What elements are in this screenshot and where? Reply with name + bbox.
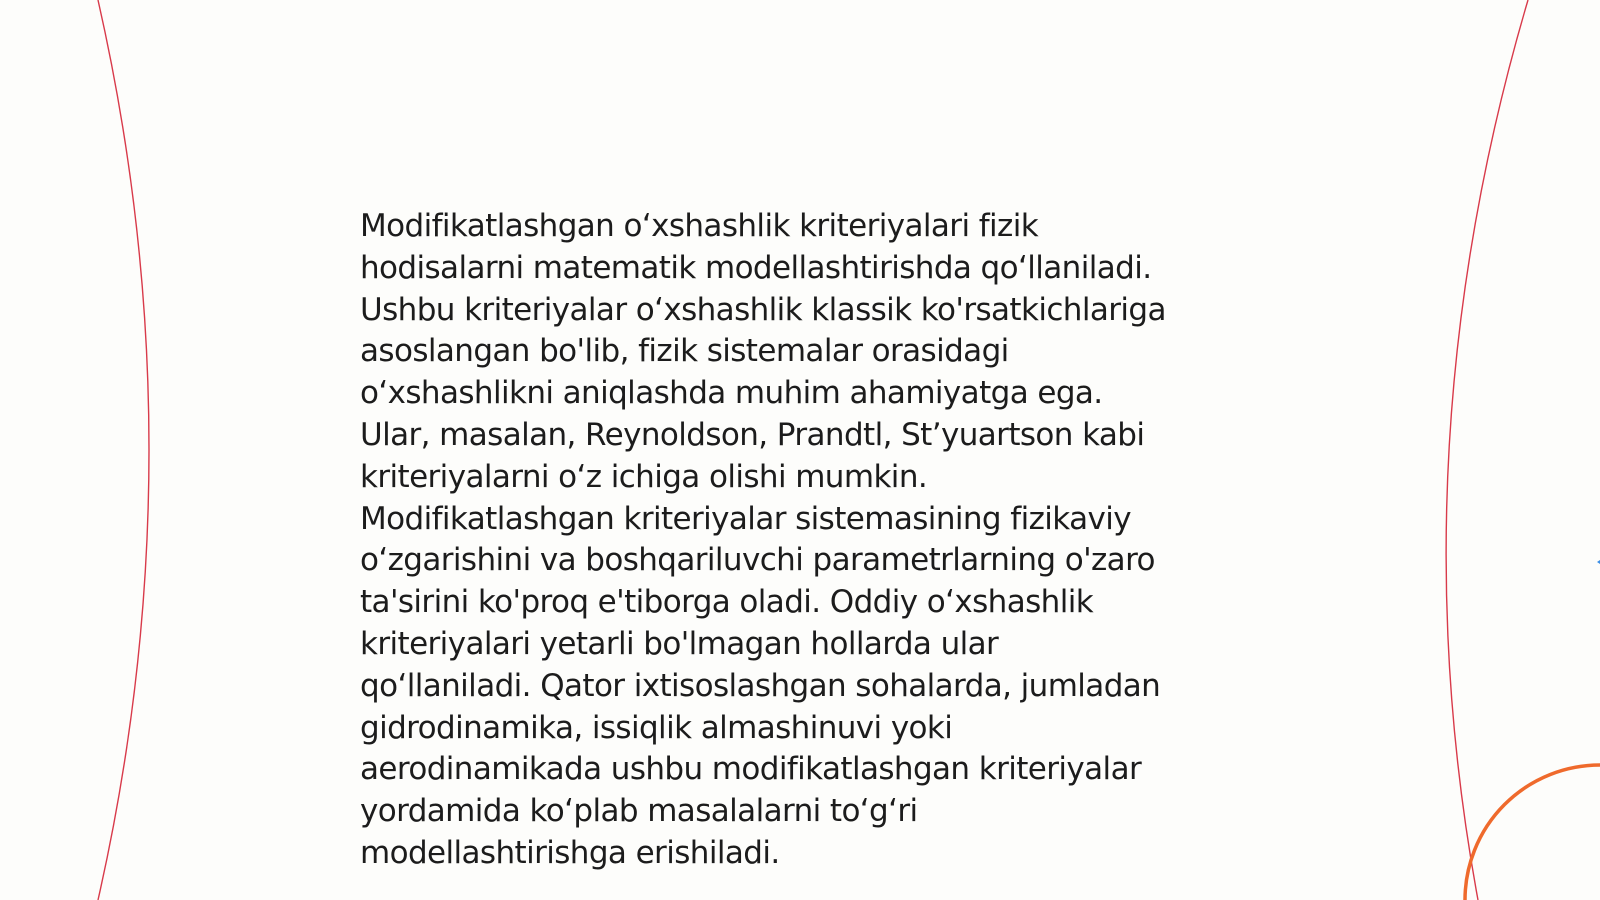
- body-text: [360, 206, 1240, 875]
- text-line: qo‘llaniladi. Qator ixtisoslashgan sohalarda, jumladan: [360, 667, 1161, 704]
- text-line: asoslangan bo'lib, fizik sistemalar orasidagi: [360, 333, 1009, 370]
- text-line: o‘zgarishini va boshqariluvchi parametrlarning o'zaro: [360, 542, 1155, 579]
- left-arc-curve: [98, 0, 149, 900]
- text-line: Modifikatlashgan kriteriyalar sistemasining fizikaviy: [360, 500, 1131, 537]
- text-line: kriteriyalarni o‘z ichiga olishi mumkin.: [360, 458, 928, 495]
- text-line: gidrodinamika, issiqlik almashinuvi yoki: [360, 709, 953, 746]
- right-arc-curve: [1446, 0, 1528, 900]
- text-line: hodisalarni matematik modellashtirishda qo‘llaniladi.: [360, 249, 1152, 286]
- text-line: o‘xshashlikni aniqlashda muhim ahamiyatga ega.: [360, 375, 1103, 412]
- text-line: aerodinamikada ushbu modifikatlashgan kriteriyalar: [360, 751, 1142, 788]
- text-line: kriteriyalari yetarli bo'lmagan hollarda ular: [360, 625, 999, 662]
- text-line: modellashtirishga erishiladi.: [360, 834, 780, 871]
- text-line: yordamida ko‘plab masalalarni to‘g‘ri: [360, 793, 918, 830]
- orange-circle-shape: [1465, 765, 1600, 900]
- text-line: Ular, masalan, Reynoldson, Prandtl, St’yuartson kabi: [360, 416, 1145, 453]
- text-line: ta'sirini ko'proq e'tiborga oladi. Oddiy o‘xshashlik: [360, 584, 1094, 621]
- text-line: Ushbu kriteriyalar o‘xshashlik klassik ko'rsatkichlariga: [360, 291, 1166, 328]
- text-line: Modifikatlashgan o‘xshashlik kriteriyalari fizik: [360, 208, 1039, 244]
